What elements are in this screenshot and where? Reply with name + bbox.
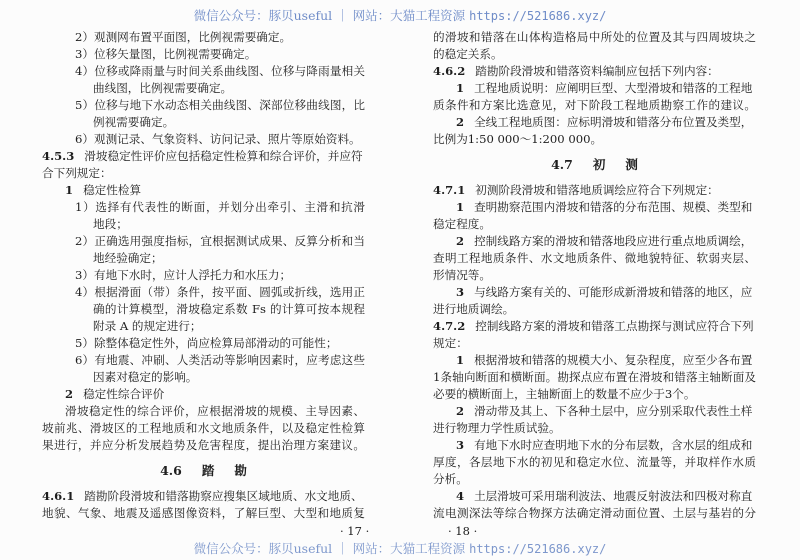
text-line: 坡前兆、滑坡区的工程地质和水文地质条件，以及稳定性检算	[42, 421, 365, 435]
item-line	[433, 114, 756, 131]
text-line: 的滑坡和错落在山体构造格局中所处的位置及其与四周坡块之	[433, 30, 756, 44]
item-line	[433, 199, 756, 216]
text-line: 5）除整体稳定性外，尚应检算局部滑动的可能性；	[75, 336, 338, 350]
item-number: 2	[456, 115, 465, 129]
watermark-top	[0, 8, 800, 24]
text-line: 的稳定关系。	[433, 47, 503, 61]
section-heading-4-6	[42, 454, 365, 488]
clause-4-7-2	[433, 318, 756, 335]
item-number: 2	[456, 234, 465, 248]
item-number: 1	[456, 353, 465, 367]
text-line: 厚度，各层地下水的初见和稳定水位、流量等，并取样作水质	[433, 455, 756, 469]
item-line	[433, 284, 756, 301]
text-line: 例视需要确定。	[93, 115, 175, 129]
section-heading-4-7	[433, 148, 756, 182]
text-line: 1）选择有代表性的断面，并划分出牵引、主滑和抗滑	[75, 200, 365, 214]
text-line: 根据滑坡和错落的规模大小、复杂程度，应至少各布置	[474, 353, 753, 367]
clause-number: 4.6.1	[42, 489, 75, 503]
clause-number: 4.5.3	[42, 149, 75, 163]
watermark-url: https://521686.xyz/	[469, 542, 607, 556]
item-line	[433, 352, 756, 369]
item-number: 4	[456, 489, 465, 503]
clause-number: 4.7.2	[433, 319, 466, 333]
text-line: 地貌、气象、地震及遥感图像资料，了解巨型、大型和地质复	[42, 506, 365, 520]
text-line: 地经验确定；	[93, 251, 163, 265]
page-17	[42, 29, 365, 522]
item-line	[433, 488, 756, 505]
text-line: 稳定性综合评价	[83, 387, 165, 401]
item-number: 1	[65, 183, 74, 197]
text-line: 合下列规定：	[42, 166, 112, 180]
item-line	[433, 80, 756, 97]
clause-4-6-1	[42, 488, 365, 505]
text-line: 稳定程度。	[433, 217, 491, 231]
item-heading	[42, 182, 365, 199]
text-line: 踏勘阶段滑坡和错落勘察应搜集区域地质、水文地质、	[84, 489, 363, 503]
page-number: · 17 ·	[340, 524, 370, 538]
section-title-char: 踏	[201, 463, 215, 478]
watermark-text: 微信公众号：豚贝useful ｜ 网站：大猫工程资源	[193, 541, 470, 556]
text-line: 附录 A 的规定进行；	[93, 319, 202, 333]
text-line: 曲线图，比例视需要确定。	[93, 81, 233, 95]
text-line: 滑坡稳定性的综合评价，应根据滑坡的规模、主导因素、	[65, 404, 365, 418]
section-number: 4.6	[160, 463, 182, 478]
text-line: 进行物理力学性质试验。	[433, 421, 561, 435]
text-line: 工程地质说明：应阐明巨型、大型滑坡和错落的工程地	[474, 81, 753, 95]
text-line: 稳定性检算	[83, 183, 142, 197]
text-line: 因素对稳定的影响。	[93, 370, 198, 384]
text-line: 土层滑坡可采用瑞利波法、地震反射波法和四极对称直	[474, 489, 753, 503]
item-number: 3	[456, 438, 465, 452]
clause-4-7-1	[433, 182, 756, 199]
text-line: 查明勘察范围内滑坡和错落的分布范围、规模、类型和	[474, 200, 753, 214]
watermark-bottom	[0, 541, 800, 557]
section-title-char: 初	[592, 157, 606, 172]
text-line: 3）有地下水时，应计人浮托力和水压力；	[75, 268, 292, 282]
text-line: 2）正确选用强度指标，宜根据测试成果、反算分析和当	[75, 234, 365, 248]
text-line: 2）观测网布置平面图，比例视需要确定。	[75, 30, 292, 44]
text-line: 分析。	[433, 472, 468, 486]
text-line: 踏勘阶段滑坡和错落资料编制应包括下列内容：	[475, 64, 719, 78]
text-line: 6）观测记录、气象资料、访问记录、照片等原始资料。	[75, 132, 361, 146]
text-line: 质条件和方案比选意见，对下阶段工程地质勘察工作的建议。	[433, 98, 756, 112]
text-line: 查明工程地质条件、水文地质条件、微地貌特征、软弱夹层、	[433, 251, 756, 265]
text-line: 流电测深法等综合物探方法确定滑动面位置、土层与基岩的分	[433, 506, 756, 520]
item-number: 2	[456, 404, 465, 418]
item-line	[433, 437, 756, 454]
item-number: 1	[456, 81, 465, 95]
text-line: 控制线路方案的滑坡和错落地段应进行重点地质调绘，	[474, 234, 753, 248]
text-line: 进行地质调绘。	[433, 302, 515, 316]
watermark-url: https://521686.xyz/	[469, 9, 607, 23]
text-line: 果进行，并应分析发展趋势及危害程度，提出治理方案建议。	[42, 438, 365, 452]
clause-4-6-2	[433, 63, 756, 80]
text-line: 1条轴向断面和横断面。勘探点应布置在滑坡和错落主轴断面及	[433, 370, 756, 384]
item-heading	[42, 386, 365, 403]
text-line: 4）根据滑面（带）条件，按平面、圆弧或折线，选用正	[75, 285, 365, 299]
watermark-text: 微信公众号：豚贝useful ｜ 网站：大猫工程资源	[193, 8, 470, 23]
clause-number: 4.6.2	[433, 64, 466, 78]
text-line: 与线路方案有关的、可能形成新滑坡和错落的地区，应	[474, 285, 753, 299]
item-line	[433, 403, 756, 420]
text-line: 滑动带及其上、下各种土层中，应分别采取代表性土样	[474, 404, 753, 418]
text-line: 6）有地震、冲刷、人类活动等影响因素时，应考虑这些	[75, 353, 365, 367]
text-line: 全线工程地质图：应标明滑坡和错落分布位置及类型，	[474, 115, 753, 129]
section-number: 4.7	[551, 157, 573, 172]
text-line: 4）位移或降雨量与时间关系曲线图、位移与降雨量相关	[75, 64, 365, 78]
page-18	[433, 29, 756, 522]
text-line: 控制线路方案的滑坡和错落工点勘探与测试应符合下列	[475, 319, 754, 333]
text-line: 比例为1:50 000～1:200 000。	[433, 132, 603, 146]
item-number: 2	[65, 387, 74, 401]
section-title-char: 测	[625, 157, 638, 172]
text-line: 地段；	[93, 217, 128, 231]
item-number: 3	[456, 285, 465, 299]
text-line: 初测阶段滑坡和错落地质调绘应符合下列规定：	[475, 183, 719, 197]
clause-number: 4.7.1	[433, 183, 466, 197]
clause-4-5-3	[42, 148, 365, 165]
text-line: 5）位移与地下水动态相关曲线图、深部位移曲线图，比	[75, 98, 365, 112]
text-line: 规定：	[433, 336, 468, 350]
text-line: 确的计算模型，滑坡稳定系数 Fs 的计算可按本规程	[93, 302, 365, 316]
section-title-char: 勘	[234, 463, 247, 478]
item-number: 1	[456, 200, 465, 214]
text-line: 滑坡稳定性评价应包括稳定性检算和综合评价，并应符	[84, 149, 363, 163]
text-line: 形情况等。	[433, 268, 491, 282]
text-line: 有地下水时应查明地下水的分布层数，含水层的组成和	[474, 438, 753, 452]
page-number: · 18 ·	[448, 524, 478, 538]
item-line	[433, 233, 756, 250]
text-line: 3）位移矢量图，比例视需要确定。	[75, 47, 257, 61]
text-line: 必要的横断面上，主轴断面上的数量不应少于3个。	[433, 387, 696, 401]
